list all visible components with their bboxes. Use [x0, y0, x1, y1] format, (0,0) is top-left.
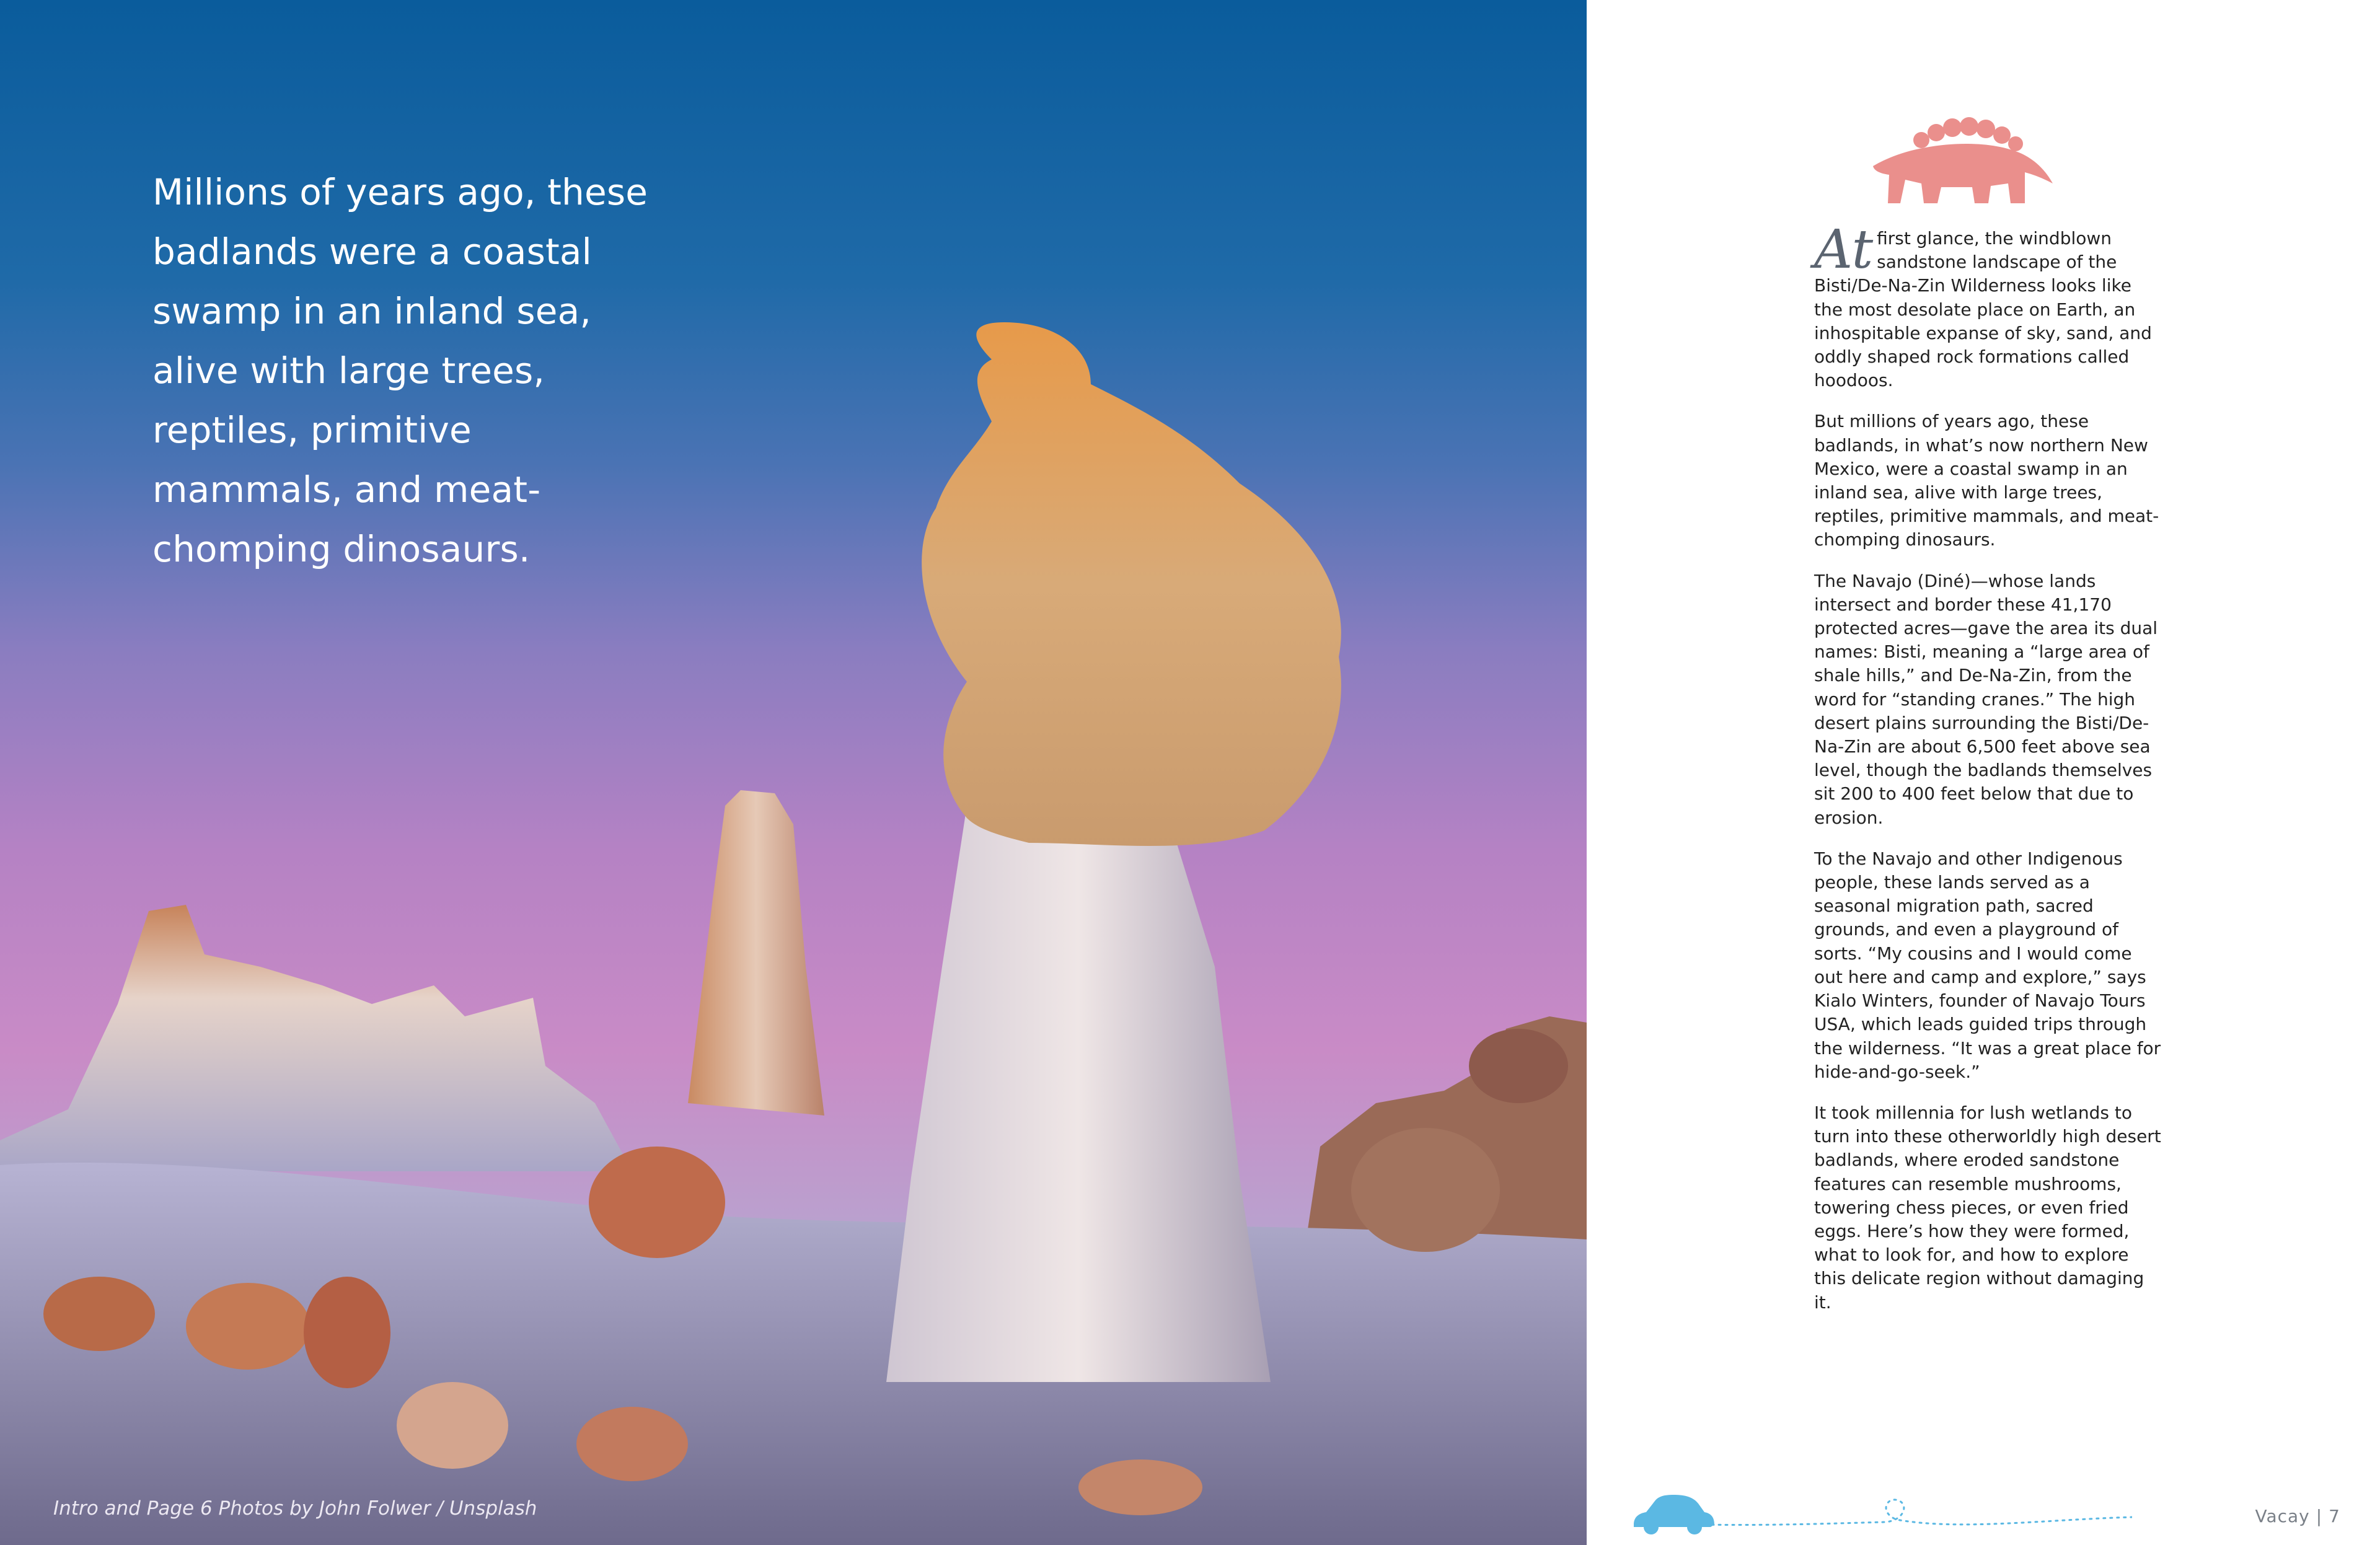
folio-separator: | — [2316, 1506, 2323, 1526]
article-paragraph-2: But millions of years ago, these badlands, in what’s now northern New Mexico, were a coastal swamp in an inland sea, alive with large trees, reptiles, primitive mammals, and meat-chomping dinosaurs. — [1814, 411, 2159, 550]
page-number: 7 — [2329, 1506, 2340, 1526]
paragraph-text: first glance, the windblown sandstone landscape of the Bisti/De-Na-Zin Wilderness looks like the most desolate place on Earth, an inhospitable expanse of sky, sand, and oddly shaped rock formations called hoodoos. — [1814, 228, 2152, 391]
dotted-route-line — [1698, 1487, 2132, 1543]
article-paragraph-5: It took millennia for lush wetlands to turn into these otherworldly high desert badlands, where eroded sandstone features can resemble mushrooms, towering chess pieces, or even fried eggs. Here’s how they were formed, what to look for, and how to explore this delicate region without damaging it. — [1814, 1102, 2161, 1313]
pull-quote: Millions of years ago, these badlands were a coastal swamp in an inland sea, alive with large trees, reptiles, primitive mammals, and meat-chomping dinosaurs. — [152, 171, 648, 570]
article-paragraph-1 — [1814, 219, 2161, 392]
page-footer — [1587, 1487, 2380, 1545]
article-page — [1587, 0, 2380, 1545]
article-paragraph-4: To the Navajo and other Indigenous people, these lands served as a seasonal migration path, sacred grounds, and even a playground of sorts. “My cousins and I would come out here and camp and explore,” says Kialo Winters, founder of Navajo Tours USA, which leads guided trips through the wilderness. “It was a great place for hide-and-go-seek.” — [1814, 848, 2161, 1082]
photo-credit: Intro and Page 6 Photos by John Folwer / Unsplash — [53, 1497, 537, 1520]
page-folio — [2255, 1506, 2340, 1526]
stegosaurus-icon — [1867, 110, 2056, 209]
article-body — [1814, 219, 2161, 1332]
article-paragraph-3: The Navajo (Diné)—whose lands intersect and border these 41,170 protected acres—gave the area its dual names: Bisti, meaning a “large area of shale hills,” and De-Na-Zin, from the word for “standing cranes.” The high desert plains surrounding the Bisti/De-Na-Zin are about 6,500 feet above sea level, though the badlands themselves sit 200 to 400 feet below that due to erosion. — [1814, 570, 2158, 828]
magazine-name: Vacay — [2255, 1506, 2310, 1526]
drop-cap: At — [1814, 219, 1874, 281]
